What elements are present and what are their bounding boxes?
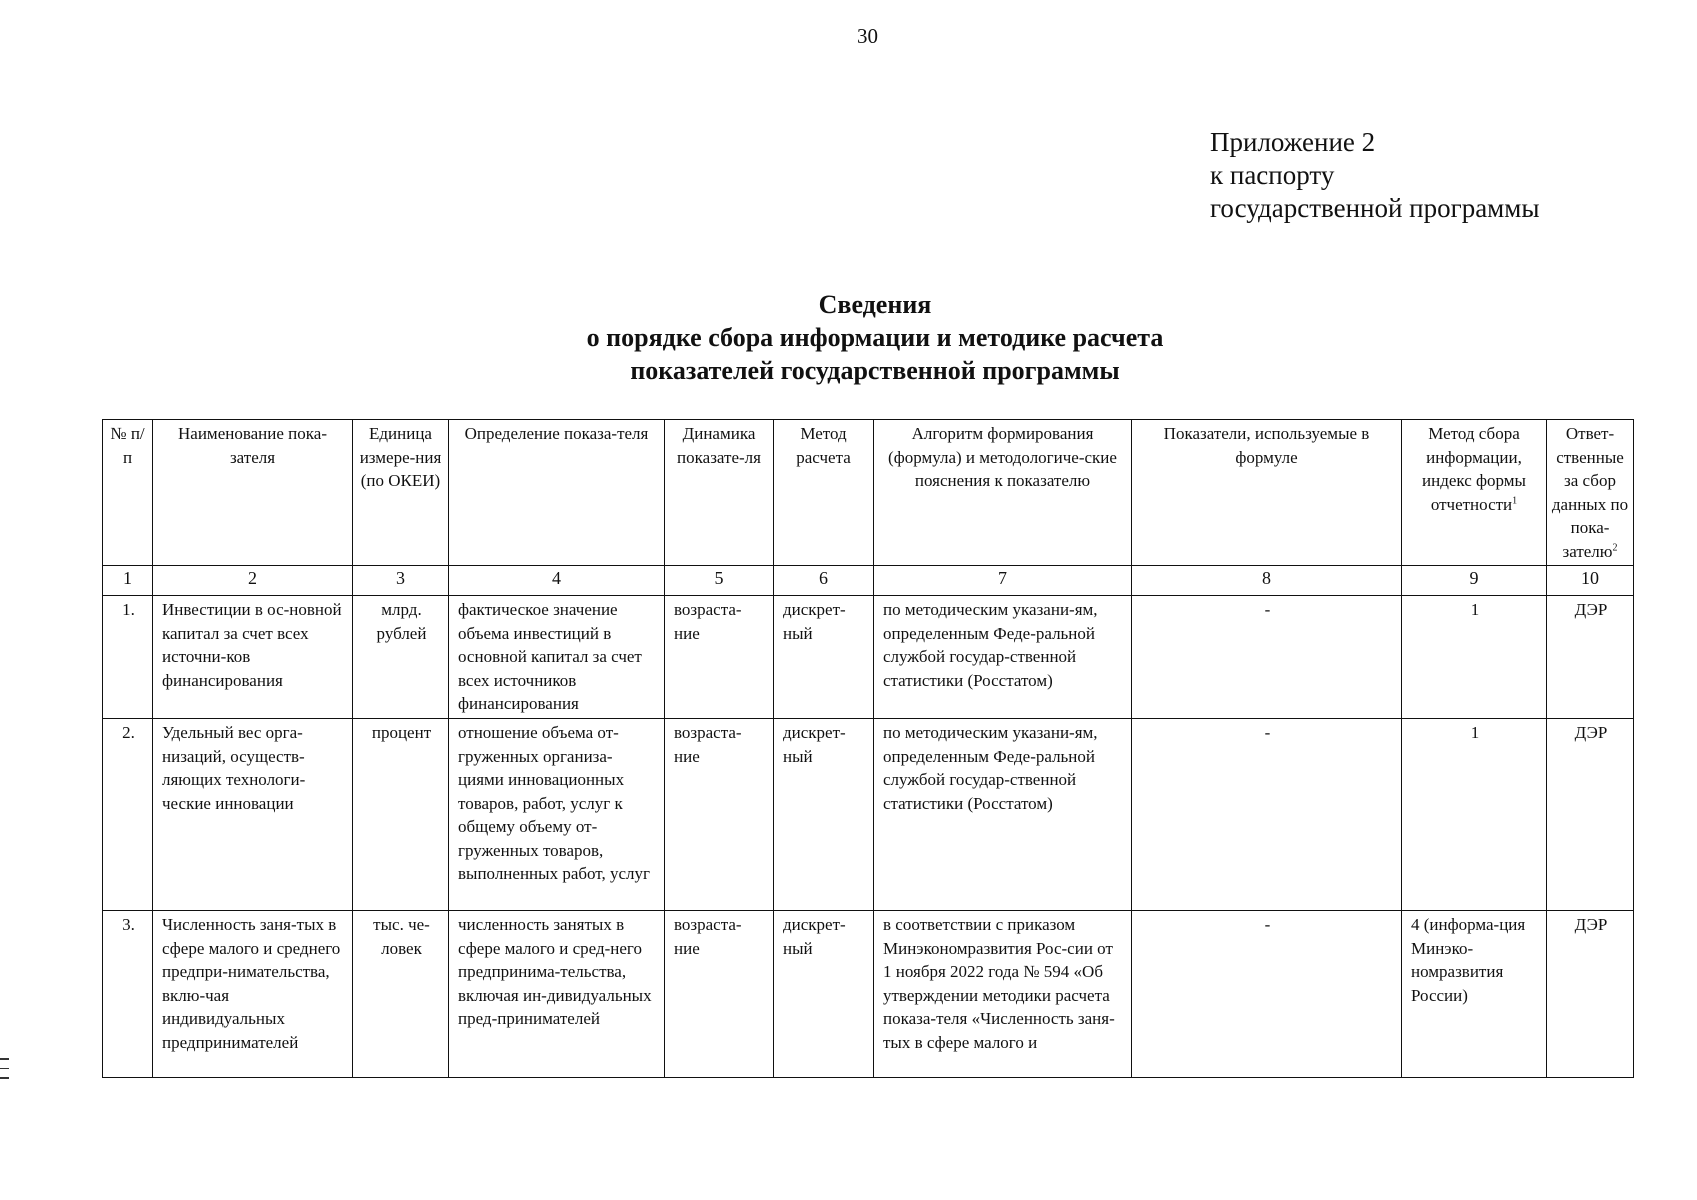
appendix-line-3: государственной программы — [1210, 193, 1540, 223]
responsible: ДЭР — [1547, 596, 1634, 719]
responsible: ДЭР — [1547, 719, 1634, 911]
algorithm: по методическим указани-ям, определенным Феде-ральной службой государ-ственной статистики (Росстатом) — [874, 596, 1132, 719]
collection-method: 1 — [1402, 719, 1547, 911]
algorithm: в соответствии с приказом Минэкономразвития Рос-сии от 1 ноября 2022 года № 594 «Об утверждении методики расчета показа-теля «Численность заня-тых в сфере малого и — [874, 911, 1132, 1078]
dynamics: возраста-ние — [665, 719, 774, 911]
column-number: 1 — [103, 566, 153, 596]
formula-indicators: - — [1132, 911, 1402, 1078]
document-title — [450, 288, 1300, 387]
definition: отношение объема от-груженных организа-циями инновационных товаров, работ, услуг к общему объему от-груженных товаров, выполненных работ, услуг — [449, 719, 665, 911]
title-line-1: Сведения — [818, 290, 932, 319]
footnote-marker: 2 — [1612, 541, 1618, 553]
header-cell: Алгоритм формирования (формула) и методологиче-ские пояснения к показателю — [874, 420, 1132, 566]
footnote-marker: 1 — [1512, 494, 1518, 506]
binding-mark — [0, 1058, 9, 1088]
appendix-label — [1210, 126, 1540, 225]
indicator-name: Удельный вес орга-низаций, осуществ-ляющих технологи-ческие инновации — [153, 719, 353, 911]
title-line-2: о порядке сбора информации и методике расчета — [586, 323, 1164, 352]
header-cell: Метод сбора информации, индекс формы отчетности$^1$ — [1402, 420, 1547, 566]
dynamics: возраста-ние — [665, 911, 774, 1078]
algorithm: по методическим указани-ям, определенным Феде-ральной службой государ-ственной статистики (Росстатом) — [874, 719, 1132, 911]
row-number: 3. — [103, 911, 153, 1078]
collection-method: 4 (информа-ция Минэко-номразвития России) — [1402, 911, 1547, 1078]
calc-method: дискрет-ный — [774, 719, 874, 911]
unit: процент — [353, 719, 449, 911]
header-cell: Наименование пока-зателя — [153, 420, 353, 566]
indicators-table — [102, 419, 1634, 1078]
calc-method: дискрет-ный — [774, 596, 874, 719]
header-cell: Единица измере-ния (по ОКЕИ) — [353, 420, 449, 566]
column-number: 5 — [665, 566, 774, 596]
column-number: 10 — [1547, 566, 1634, 596]
column-number: 6 — [774, 566, 874, 596]
table-row — [103, 719, 1634, 911]
column-number: 3 — [353, 566, 449, 596]
definition: численность занятых в сфере малого и сред-него предпринима-тельства, включая ин-дивидуальных пред-принимателей — [449, 911, 665, 1078]
dynamics: возраста-ние — [665, 596, 774, 719]
header-cell: № п/п — [103, 420, 153, 566]
column-number-row — [103, 566, 1634, 596]
indicator-name: Численность заня-тых в сфере малого и среднего предпри-нимательства, вклю-чая индивидуальных предпринимателей — [153, 911, 353, 1078]
table-row — [103, 911, 1634, 1078]
unit: тыс. че-ловек — [353, 911, 449, 1078]
unit: млрд. рублей — [353, 596, 449, 719]
appendix-line-1: Приложение 2 — [1210, 127, 1376, 157]
appendix-line-2: к паспорту — [1210, 160, 1335, 190]
header-cell: Ответ-ственные за сбор данных по пока-зателю$^2$ — [1547, 420, 1634, 566]
header-cell: Определение показа-теля — [449, 420, 665, 566]
header-cell: Динамика показате-ля — [665, 420, 774, 566]
table-row — [103, 596, 1634, 719]
indicator-name: Инвестиции в ос-новной капитал за счет всех источни-ков финансирования — [153, 596, 353, 719]
column-number: 7 — [874, 566, 1132, 596]
collection-method: 1 — [1402, 596, 1547, 719]
row-number: 2. — [103, 719, 153, 911]
row-number: 1. — [103, 596, 153, 719]
formula-indicators: - — [1132, 719, 1402, 911]
page-number: 30 — [857, 24, 878, 48]
header-cell: Метод расчета — [774, 420, 874, 566]
column-number: 4 — [449, 566, 665, 596]
header-cell: Показатели, используемые в формуле — [1132, 420, 1402, 566]
column-number: 9 — [1402, 566, 1547, 596]
calc-method: дискрет-ный — [774, 911, 874, 1078]
table-header-row — [103, 420, 1634, 566]
column-number: 2 — [153, 566, 353, 596]
title-line-3: показателей государственной программы — [630, 356, 1120, 385]
responsible: ДЭР — [1547, 911, 1634, 1078]
definition: фактическое значение объема инвестиций в основной капитал за счет всех источников финансирования — [449, 596, 665, 719]
column-number: 8 — [1132, 566, 1402, 596]
formula-indicators: - — [1132, 596, 1402, 719]
